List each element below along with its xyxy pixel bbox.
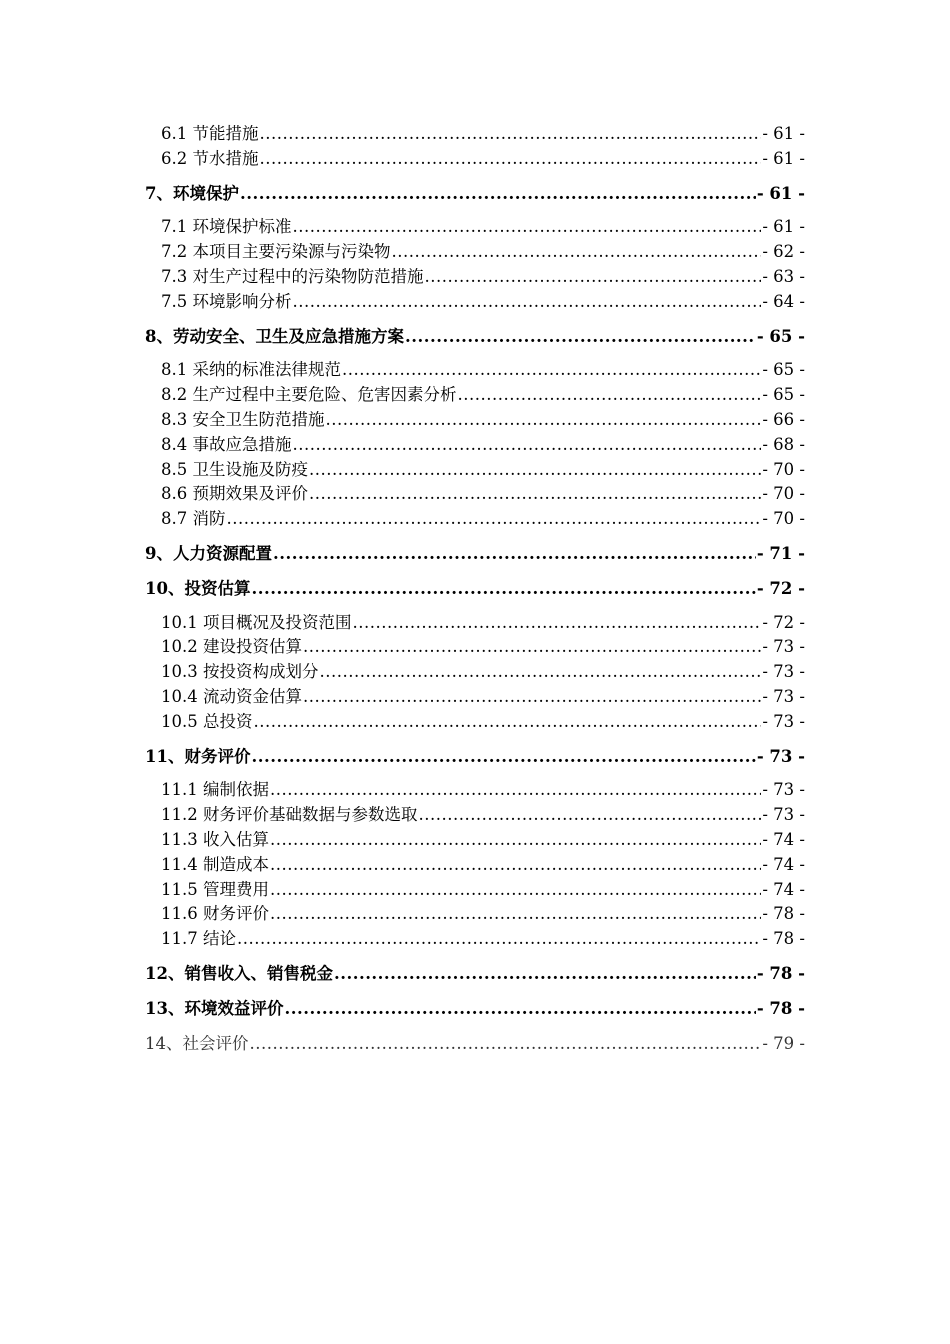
toc-page-number: - 74 - (762, 854, 805, 874)
toc-entry-label: 11.5 管理费用 (161, 879, 269, 899)
toc-page-number: - 65 - (762, 360, 805, 380)
toc-entry-label: 11.7 结论 (161, 929, 236, 949)
toc-leader-dots (405, 325, 756, 350)
toc-page-number: - 73 - (756, 746, 805, 766)
toc-entry-label: 10.3 按投资构成划分 (161, 662, 319, 682)
toc-leader-dots (309, 482, 761, 507)
toc-entry-label: 8.4 事故应急措施 (161, 434, 292, 454)
toc-page-number: - 73 - (762, 805, 805, 825)
toc-entry-label: 8.2 生产过程中主要危险、危害因素分析 (161, 385, 457, 405)
toc-entry-label: 8、劳动安全、卫生及应急措施方案 (145, 326, 404, 346)
toc-leader-dots (253, 710, 761, 735)
toc-page-number: - 64 - (762, 291, 805, 311)
toc-entry-label: 8.3 安全卫生防范措施 (161, 409, 325, 429)
table-of-contents (145, 122, 805, 1065)
toc-section-entry[interactable] (145, 828, 805, 853)
toc-page-number: - 66 - (762, 409, 805, 429)
toc-entry-label: 11.4 制造成本 (161, 854, 269, 874)
toc-page-number: - 68 - (762, 434, 805, 454)
toc-page-number: - 71 - (756, 543, 805, 563)
toc-entry-label: 7.5 环境影响分析 (161, 291, 292, 311)
toc-page-number: - 65 - (756, 326, 805, 346)
toc-entry-label: 13、环境效益评价 (145, 998, 284, 1018)
toc-page-number: - 61 - (762, 124, 805, 143)
toc-section-entry[interactable] (145, 265, 805, 290)
toc-entry-label: 14、社会评价 (145, 1033, 249, 1053)
toc-page-number: - 61 - (762, 148, 805, 168)
toc-chapter-entry[interactable] (145, 1032, 805, 1057)
toc-page-number: - 79 - (762, 1033, 805, 1053)
toc-leader-dots (251, 745, 755, 770)
toc-entry-label: 8.5 卫生设施及防疫 (161, 459, 308, 479)
toc-page-number: - 73 - (762, 780, 805, 800)
toc-entry-label: 11、财务评价 (145, 746, 251, 766)
toc-leader-dots (303, 635, 761, 660)
toc-section-entry[interactable] (145, 778, 805, 803)
toc-section-entry[interactable] (145, 383, 805, 408)
toc-section-entry[interactable] (145, 635, 805, 660)
toc-entry-label: 11.6 财务评价 (161, 904, 269, 924)
toc-section-entry[interactable] (145, 290, 805, 315)
toc-leader-dots (342, 358, 761, 383)
toc-section-entry[interactable] (145, 358, 805, 383)
toc-leader-dots (293, 290, 762, 315)
toc-leader-dots (240, 182, 756, 207)
toc-leader-dots (260, 122, 762, 147)
toc-page-number: - 61 - (762, 217, 805, 237)
toc-page-number: - 78 - (762, 929, 805, 949)
toc-leader-dots (418, 803, 761, 828)
toc-page-number: - 73 - (762, 637, 805, 657)
toc-leader-dots (270, 828, 761, 853)
toc-section-entry[interactable] (145, 408, 805, 433)
toc-page-number: - 65 - (762, 385, 805, 405)
toc-entry-label: 7.1 环境保护标准 (161, 217, 292, 237)
toc-entry-label: 10.5 总投资 (161, 711, 253, 731)
toc-entry-label: 8.1 采纳的标准法律规范 (161, 360, 341, 380)
toc-entry-label: 6.1 节能措施 (161, 124, 259, 143)
toc-leader-dots (251, 577, 755, 602)
toc-leader-dots (334, 962, 756, 987)
toc-leader-dots (284, 997, 755, 1022)
toc-leader-dots (458, 383, 762, 408)
toc-leader-dots (319, 660, 761, 685)
toc-section-entry[interactable] (145, 927, 805, 952)
toc-entry-label: 6.2 节水措施 (161, 148, 259, 168)
toc-section-entry[interactable] (145, 240, 805, 265)
toc-section-entry[interactable] (145, 507, 805, 532)
toc-page-number: - 70 - (762, 459, 805, 479)
toc-section-entry[interactable] (145, 611, 805, 636)
toc-leader-dots (273, 542, 756, 567)
toc-page-number: - 74 - (762, 879, 805, 899)
toc-chapter-entry[interactable] (145, 997, 805, 1022)
toc-entry-label: 12、销售收入、销售税金 (145, 963, 333, 983)
toc-section-entry[interactable] (145, 482, 805, 507)
toc-section-entry[interactable] (145, 685, 805, 710)
toc-page-number: - 73 - (762, 686, 805, 706)
toc-section-entry[interactable] (145, 458, 805, 483)
toc-leader-dots (270, 778, 761, 803)
toc-entry-label: 9、人力资源配置 (145, 543, 272, 563)
toc-entry-label: 7.2 本项目主要污染源与污染物 (161, 242, 391, 262)
toc-page-number: - 73 - (762, 662, 805, 682)
toc-entry-label: 11.3 收入估算 (161, 829, 269, 849)
toc-page-number: - 78 - (756, 998, 805, 1018)
toc-leader-dots (237, 927, 761, 952)
toc-chapter-entry[interactable] (145, 962, 805, 987)
toc-entry-label: 7.3 对生产过程中的污染物防范措施 (161, 266, 424, 286)
toc-section-entry[interactable] (145, 803, 805, 828)
toc-page-number: - 73 - (762, 711, 805, 731)
toc-page-number: - 62 - (762, 242, 805, 262)
toc-chapter-entry[interactable] (145, 542, 805, 567)
toc-section-entry[interactable] (145, 710, 805, 735)
toc-page-number: - 78 - (756, 963, 805, 983)
toc-leader-dots (270, 878, 761, 903)
toc-section-entry[interactable] (145, 902, 805, 927)
toc-page-number: - 74 - (762, 829, 805, 849)
toc-section-entry[interactable] (145, 215, 805, 240)
toc-leader-dots (352, 611, 761, 636)
toc-section-entry[interactable] (145, 433, 805, 458)
toc-entry-label: 10.1 项目概况及投资范围 (161, 612, 352, 632)
toc-leader-dots (309, 458, 761, 483)
toc-leader-dots (227, 507, 762, 532)
toc-page-number: - 72 - (756, 578, 805, 598)
toc-entry-label: 7、环境保护 (145, 183, 239, 203)
toc-leader-dots (425, 265, 762, 290)
toc-leader-dots (326, 408, 762, 433)
toc-chapter-entry[interactable] (145, 745, 805, 770)
toc-entry-label: 10.4 流动资金估算 (161, 686, 302, 706)
toc-section-entry[interactable] (145, 853, 805, 878)
toc-page-number: - 61 - (756, 183, 805, 203)
toc-leader-dots (270, 902, 761, 927)
toc-chapter-entry[interactable] (145, 325, 805, 350)
toc-leader-dots (250, 1032, 762, 1057)
toc-page-number: - 63 - (762, 266, 805, 286)
toc-chapter-entry[interactable] (145, 577, 805, 602)
toc-entry-label: 10.2 建设投资估算 (161, 637, 302, 657)
toc-section-entry[interactable] (145, 878, 805, 903)
toc-page-number: - 72 - (762, 612, 805, 632)
toc-leader-dots (392, 240, 762, 265)
toc-leader-dots (293, 215, 762, 240)
toc-chapter-entry[interactable] (145, 182, 805, 207)
toc-page-number: - 78 - (762, 904, 805, 924)
toc-entry-label: 10、投资估算 (145, 578, 251, 598)
toc-leader-dots (293, 433, 762, 458)
toc-leader-dots (260, 147, 762, 172)
toc-entry-label: 11.2 财务评价基础数据与参数选取 (161, 805, 418, 825)
toc-section-entry[interactable] (145, 660, 805, 685)
toc-leader-dots (270, 853, 761, 878)
toc-section-entry[interactable] (145, 122, 805, 147)
toc-page-number: - 70 - (762, 484, 805, 504)
toc-entry-label: 11.1 编制依据 (161, 780, 269, 800)
toc-entry-label: 8.6 预期效果及评价 (161, 484, 308, 504)
toc-leader-dots (303, 685, 761, 710)
toc-section-entry[interactable] (145, 147, 805, 172)
toc-entry-label: 8.7 消防 (161, 509, 226, 529)
toc-page-number: - 70 - (762, 509, 805, 529)
